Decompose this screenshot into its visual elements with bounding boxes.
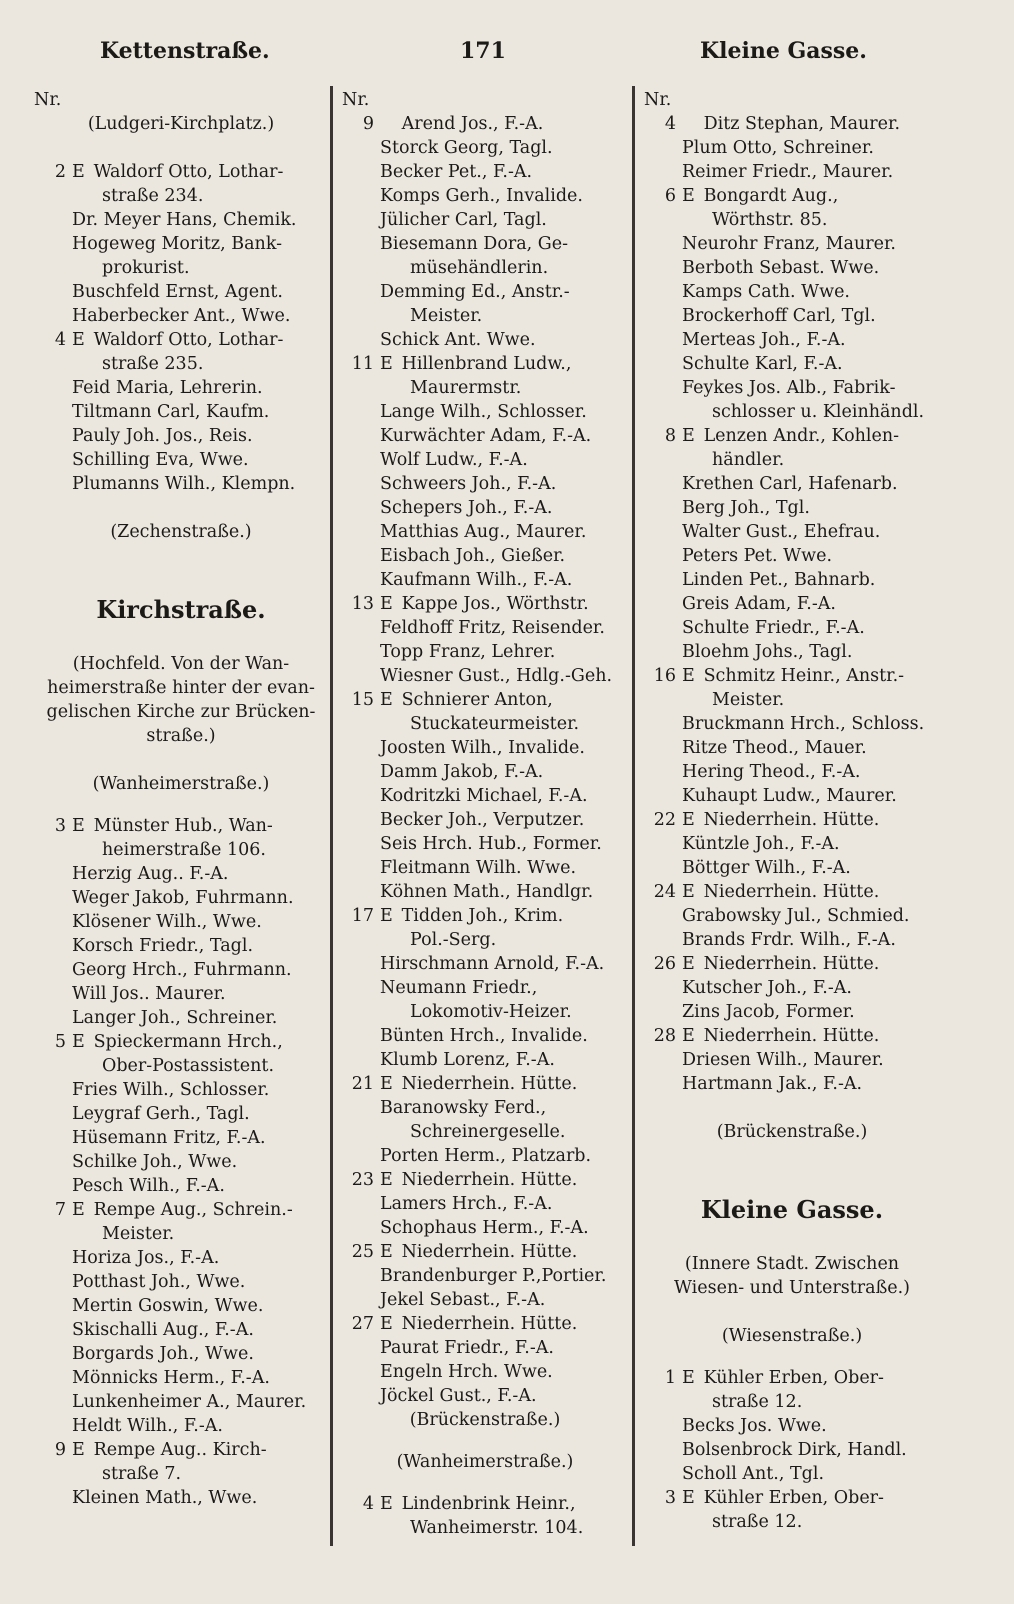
resident-entry: Demming Ed., Anstr.- (380, 282, 570, 302)
owner-flag: E (72, 330, 85, 350)
resident-name: Münster Hub., Wan- (88, 816, 273, 836)
owner-flag: E (682, 426, 695, 446)
spacer (32, 568, 330, 592)
resident-entry: Schilling Eva, Wwe. (72, 450, 249, 470)
house-number: 6 (664, 186, 676, 206)
resident-entry: Küntzle Joh., F.-A. (682, 834, 840, 854)
resident-entry: Matthias Aug., Maurer. (380, 522, 587, 542)
resident-entry: Engeln Hrch. Wwe. (380, 1362, 553, 1382)
resident-name: Niederrhein. Hütte. (698, 810, 880, 830)
entry-continuation: müsehändlerin. (410, 258, 549, 278)
house-number: 2 (54, 162, 66, 182)
resident-entry: Topp Franz, Lehrer. (380, 642, 556, 662)
resident-name: Schmitz Heinr., Anstr.- (698, 666, 905, 686)
house-entry (32, 1198, 330, 1222)
owner-flag: E (682, 1026, 695, 1046)
house-number: 24 (653, 882, 676, 902)
street-note: gelischen Kirche zur Brücken- (46, 702, 316, 722)
resident-entry: Becker Pet., F.-A. (380, 162, 533, 182)
resident-name: Lenzen Andr., Kohlen- (698, 426, 900, 446)
resident-entry: Langer Joh., Schreiner. (72, 1008, 278, 1028)
resident-entry: Feldhoff Fritz, Reisender. (380, 618, 605, 638)
resident-name: Niederrhein. Hütte. (698, 1026, 880, 1046)
entry-continuation: straße 234. (102, 186, 204, 206)
page-header (0, 30, 1014, 70)
resident-entry: Reimer Friedr., Maurer. (682, 162, 894, 182)
house-number: 4 (54, 330, 66, 350)
house-number: 27 (351, 1314, 374, 1334)
house-entry (642, 424, 942, 448)
entry-continuation: Meister. (712, 690, 785, 710)
house-entry (340, 1312, 630, 1336)
resident-name: Ditz Stephan, Maurer. (698, 114, 901, 134)
resident-entry: Hering Theod., F.-A. (682, 762, 861, 782)
resident-entry: Baranowsky Ferd., (380, 1098, 547, 1118)
house-number: 17 (351, 906, 374, 926)
owner-flag: E (682, 666, 695, 686)
resident-entry: Scholl Ant., Tgl. (682, 1464, 825, 1484)
entry-continuation: Maurermstr. (410, 378, 522, 398)
resident-entry: Damm Jakob, F.-A. (380, 762, 544, 782)
spacer (32, 496, 330, 520)
resident-name: Lindenbrink Heinr., (396, 1494, 576, 1514)
column-rule (632, 86, 635, 1546)
house-entry (642, 1024, 942, 1048)
spacer (642, 1144, 942, 1168)
resident-name: Niederrhein. Hütte. (396, 1242, 578, 1262)
resident-entry: Schulte Karl, F.-A. (682, 354, 843, 374)
owner-flag: E (380, 1494, 393, 1514)
resident-entry: Neumann Friedr., (380, 978, 538, 998)
resident-entry: Joosten Wilh., Invalide. (380, 738, 585, 758)
nr-column-label: Nr. (342, 90, 370, 110)
house-number: 8 (664, 426, 676, 446)
owner-flag: E (682, 1368, 695, 1388)
resident-entry: Storck Georg, Tagl. (380, 138, 553, 158)
resident-entry: Feykes Jos. Alb., Fabrik- (682, 378, 896, 398)
resident-entry: Kutscher Joh., F.-A. (682, 978, 852, 998)
house-number: 9 (54, 1440, 66, 1460)
owner-flag: E (682, 1488, 695, 1508)
resident-entry: Biesemann Dora, Ge- (380, 234, 569, 254)
resident-entry: Plum Otto, Schreiner. (682, 138, 874, 158)
entry-continuation: Stuckateurmeister. (410, 714, 580, 734)
spacer (32, 628, 330, 652)
resident-entry: Becker Joh., Verputzer. (380, 810, 585, 830)
resident-entry: Driesen Wilh., Maurer. (682, 1050, 884, 1070)
spacer (642, 1168, 942, 1192)
house-number: 4 (664, 114, 676, 134)
resident-entry: Krethen Carl, Hafenarb. (682, 474, 898, 494)
house-entry (340, 1240, 630, 1264)
entry-continuation: Meister. (102, 1224, 175, 1244)
resident-entry: Buschfeld Ernst, Agent. (72, 282, 283, 302)
resident-entry: Linden Pet., Bahnarb. (682, 570, 876, 590)
house-number: 23 (351, 1170, 374, 1190)
street-note: heimerstraße hinter der evan- (47, 678, 315, 698)
resident-entry: Wiesner Gust., Hdlg.-Geh. (380, 666, 613, 686)
house-entry (340, 592, 630, 616)
resident-entry: Herzig Aug.. F.-A. (72, 864, 229, 884)
house-number: 21 (351, 1074, 374, 1094)
house-entry (32, 328, 330, 352)
house-number: 4 (362, 1494, 374, 1514)
house-number: 3 (54, 816, 66, 836)
owner-flag: E (682, 954, 695, 974)
entry-continuation: straße 235. (102, 354, 204, 374)
resident-entry: Berg Joh., Tgl. (682, 498, 810, 518)
owner-flag: E (380, 594, 393, 614)
house-number: 7 (54, 1200, 66, 1220)
resident-name: Waldorf Otto, Lothar- (88, 162, 284, 182)
resident-entry: Kuhaupt Ludw., Maurer. (682, 786, 897, 806)
resident-entry: Hogeweg Moritz, Bank- (72, 234, 283, 254)
owner-flag: E (72, 1032, 85, 1052)
entry-continuation: Meister. (410, 306, 483, 326)
resident-entry: Will Jos.. Maurer. (72, 984, 226, 1004)
entry-continuation: straße 12. (712, 1512, 803, 1532)
spacer (642, 1096, 942, 1120)
house-number: 16 (653, 666, 676, 686)
resident-entry: Bloehm Johs., Tagl. (682, 642, 853, 662)
resident-entry: Feid Maria, Lehrerin. (72, 378, 263, 398)
column-2 (340, 88, 630, 1540)
street-note: Wiesen- und Unterstraße.) (673, 1278, 911, 1298)
resident-entry: Weger Jakob, Fuhrmann. (72, 888, 294, 908)
entry-continuation: heimerstraße 106. (102, 840, 266, 860)
street-note: (Hochfeld. Von der Wan- (72, 654, 290, 674)
house-entry (642, 184, 942, 208)
house-number: 11 (351, 354, 374, 374)
house-number: 13 (351, 594, 374, 614)
street-title: Kleine Gasse. (700, 1195, 884, 1224)
resident-entry: Hüsemann Fritz, F.-A. (72, 1128, 266, 1148)
house-entry (32, 1030, 330, 1054)
resident-entry: Kamps Cath. Wwe. (682, 282, 850, 302)
house-entry (340, 1168, 630, 1192)
owner-flag: E (380, 906, 393, 926)
resident-name: Schnierer Anton, (396, 690, 553, 710)
resident-entry: Brandenburger P.,Portier. (380, 1266, 607, 1286)
owner-flag: E (682, 186, 695, 206)
resident-entry: Jekel Sebast., F.-A. (380, 1290, 546, 1310)
nr-column-label: Nr. (644, 90, 672, 110)
resident-entry: Seis Hrch. Hub., Former. (380, 834, 602, 854)
house-number: 25 (351, 1242, 374, 1262)
owner-flag: E (682, 810, 695, 830)
running-head-right: Kleine Gasse. (700, 38, 867, 64)
entry-continuation: straße 12. (712, 1392, 803, 1412)
house-entry (32, 160, 330, 184)
resident-entry: Brands Frdr. Wilh., F.-A. (682, 930, 896, 950)
resident-name: Kappe Jos., Wörthstr. (396, 594, 589, 614)
resident-name: Kühler Erben, Ober- (698, 1488, 884, 1508)
resident-entry: Walter Gust., Ehefrau. (682, 522, 881, 542)
resident-entry: Grabowsky Jul., Schmied. (682, 906, 910, 926)
house-number: 15 (351, 690, 374, 710)
owner-flag: E (72, 162, 85, 182)
street-note: (Brückenstraße.) (409, 1410, 561, 1430)
house-number: 9 (362, 114, 374, 134)
entry-continuation: Lokomotiv-Heizer. (410, 1002, 572, 1022)
resident-entry: Skischalli Aug., F.-A. (72, 1320, 254, 1340)
street-note: (Wanheimerstraße.) (92, 774, 270, 794)
house-number: 3 (664, 1488, 676, 1508)
spacer (32, 136, 330, 160)
spacer (32, 796, 330, 814)
resident-entry: Bolsenbrock Dirk, Handl. (682, 1440, 907, 1460)
resident-entry: Kaufmann Wilh., F.-A. (380, 570, 573, 590)
entry-continuation: Pol.-Serg. (410, 930, 497, 950)
resident-name: Kühler Erben, Ober- (698, 1368, 884, 1388)
house-entry (340, 1492, 630, 1516)
house-number: 22 (653, 810, 676, 830)
resident-name: Niederrhein. Hütte. (698, 954, 880, 974)
resident-entry: Jöckel Gust., F.-A. (380, 1386, 537, 1406)
resident-entry: Paurat Friedr., F.-A. (380, 1338, 554, 1358)
owner-flag: E (380, 690, 393, 710)
street-note: (Ludgeri-Kirchplatz.) (87, 114, 275, 134)
house-entry (642, 880, 942, 904)
street-note: (Zechenstraße.) (110, 522, 252, 542)
resident-entry: Berboth Sebast. Wwe. (682, 258, 880, 278)
house-entry (340, 688, 630, 712)
resident-entry: Heldt Wilh., F.-A. (72, 1416, 223, 1436)
house-entry (642, 808, 942, 832)
running-head-left: Kettenstraße. (100, 38, 270, 64)
resident-entry: Ritze Theod., Mauer. (682, 738, 867, 758)
resident-name: Niederrhein. Hütte. (396, 1074, 578, 1094)
entry-continuation: Wanheimerstr. 104. (410, 1518, 584, 1538)
resident-entry: Schepers Joh., F.-A. (380, 498, 553, 518)
entry-continuation: Schreinergeselle. (410, 1122, 566, 1142)
resident-entry: Köhnen Math., Handlgr. (380, 882, 594, 902)
spacer (642, 1228, 942, 1252)
resident-entry: Zins Jacob, Former. (682, 1002, 855, 1022)
resident-entry: Kleinen Math., Wwe. (72, 1488, 258, 1508)
resident-entry: Pesch Wilh., F.-A. (72, 1176, 225, 1196)
spacer (340, 1474, 630, 1492)
house-entry (32, 1438, 330, 1462)
entry-continuation: schlosser u. Kleinhändl. (712, 402, 925, 422)
column-rule (330, 86, 333, 1546)
resident-name: Arend Jos., F.-A. (396, 114, 544, 134)
resident-entry: Neurohr Franz, Maurer. (682, 234, 896, 254)
resident-entry: Klumb Lorenz, F.-A. (380, 1050, 555, 1070)
resident-entry: Schophaus Herm., F.-A. (380, 1218, 589, 1238)
resident-entry: Fries Wilh., Schlosser. (72, 1080, 270, 1100)
resident-entry: Kurwächter Adam, F.-A. (380, 426, 592, 446)
owner-flag: E (380, 1242, 393, 1262)
resident-name: Rempe Aug.. Kirch- (88, 1440, 267, 1460)
page-number: 171 (460, 38, 506, 64)
house-entry (340, 904, 630, 928)
house-entry (642, 1486, 942, 1510)
owner-flag: E (380, 1314, 393, 1334)
owner-flag: E (72, 816, 85, 836)
house-entry (340, 112, 630, 136)
owner-flag: E (72, 1440, 85, 1460)
resident-entry: Komps Gerh., Invalide. (380, 186, 583, 206)
resident-name: Niederrhein. Hütte. (396, 1170, 578, 1190)
entry-continuation: Wörthstr. 85. (712, 210, 828, 230)
resident-entry: Horiza Jos., F.-A. (72, 1248, 220, 1268)
house-entry (642, 664, 942, 688)
resident-entry: Greis Adam, F.-A. (682, 594, 836, 614)
house-number: 28 (653, 1026, 676, 1046)
resident-entry: Dr. Meyer Hans, Chemik. (72, 210, 297, 230)
resident-entry: Merteas Joh., F.-A. (682, 330, 846, 350)
house-entry (32, 814, 330, 838)
nr-column-label: Nr. (34, 90, 62, 110)
resident-entry: Brockerhoff Carl, Tgl. (682, 306, 876, 326)
resident-entry: Lange Wilh., Schlosser. (380, 402, 587, 422)
entry-continuation: prokurist. (102, 258, 190, 278)
street-note: (Wiesenstraße.) (721, 1326, 863, 1346)
owner-flag: E (380, 354, 393, 374)
resident-entry: Bünten Hrch., Invalide. (380, 1026, 588, 1046)
spacer (32, 544, 330, 568)
house-entry (642, 952, 942, 976)
spacer (642, 1348, 942, 1366)
resident-entry: Potthast Joh., Wwe. (72, 1272, 246, 1292)
resident-name: Rempe Aug., Schrein.- (88, 1200, 293, 1220)
resident-name: Niederrhein. Hütte. (698, 882, 880, 902)
entry-continuation: händler. (712, 450, 785, 470)
resident-entry: Porten Herm., Platzarb. (380, 1146, 592, 1166)
resident-entry: Fleitmann Wilh. Wwe. (380, 858, 577, 878)
resident-entry: Schulte Friedr., F.-A. (682, 618, 865, 638)
resident-entry: Bruckmann Hrch., Schloss. (682, 714, 925, 734)
resident-entry: Peters Pet. Wwe. (682, 546, 833, 566)
resident-entry: Korsch Friedr., Tagl. (72, 936, 254, 956)
resident-entry: Wolf Ludw., F.-A. (380, 450, 528, 470)
resident-entry: Hirschmann Arnold, F.-A. (380, 954, 605, 974)
resident-entry: Mönnicks Herm., F.-A. (72, 1368, 270, 1388)
house-number: 1 (664, 1368, 676, 1388)
column-3 (642, 88, 942, 1534)
resident-entry: Lunkenheimer A., Maurer. (72, 1392, 307, 1412)
resident-entry: Leygraf Gerh., Tagl. (72, 1104, 250, 1124)
house-number: 5 (54, 1032, 66, 1052)
resident-entry: Borgards Joh., Wwe. (72, 1344, 254, 1364)
house-entry (340, 352, 630, 376)
resident-entry: Tiltmann Carl, Kaufm. (72, 402, 270, 422)
column-1 (32, 88, 330, 1510)
spacer (32, 748, 330, 772)
resident-name: Tidden Joh., Krim. (396, 906, 564, 926)
resident-entry: Klösener Wilh., Wwe. (72, 912, 262, 932)
resident-entry: Schick Ant. Wwe. (380, 330, 536, 350)
street-note: straße.) (146, 726, 216, 746)
owner-flag: E (380, 1074, 393, 1094)
resident-name: Bongardt Aug., (698, 186, 839, 206)
street-note: (Brückenstraße.) (716, 1122, 868, 1142)
street-title: Kirchstraße. (96, 595, 266, 624)
resident-entry: Böttger Wilh., F.-A. (682, 858, 851, 878)
resident-entry: Mertin Goswin, Wwe. (72, 1296, 264, 1316)
resident-name: Spieckermann Hrch., (88, 1032, 283, 1052)
spacer (340, 1432, 630, 1450)
entry-continuation: straße 7. (102, 1464, 182, 1484)
owner-flag: E (682, 882, 695, 902)
street-note: (Wanheimerstraße.) (396, 1452, 574, 1472)
spacer (642, 1300, 942, 1324)
house-number: 26 (653, 954, 676, 974)
resident-name: Niederrhein. Hütte. (396, 1314, 578, 1334)
resident-entry: Eisbach Joh., Gießer. (380, 546, 566, 566)
resident-entry: Lamers Hrch., F.-A. (380, 1194, 553, 1214)
house-entry (642, 112, 942, 136)
house-entry (340, 1072, 630, 1096)
resident-entry: Schilke Joh., Wwe. (72, 1152, 238, 1172)
resident-entry: Schweers Joh., F.-A. (380, 474, 557, 494)
house-entry (642, 1366, 942, 1390)
owner-flag: E (72, 1200, 85, 1220)
resident-entry: Georg Hrch., Fuhrmann. (72, 960, 292, 980)
resident-entry: Kodritzki Michael, F.-A. (380, 786, 588, 806)
resident-entry: Becks Jos. Wwe. (682, 1416, 827, 1436)
street-note: (Innere Stadt. Zwischen (684, 1254, 900, 1274)
resident-name: Waldorf Otto, Lothar- (88, 330, 284, 350)
owner-flag: E (380, 1170, 393, 1190)
resident-entry: Haberbecker Ant., Wwe. (72, 306, 291, 326)
resident-entry: Plumanns Wilh., Klempn. (72, 474, 296, 494)
resident-name: Hillenbrand Ludw., (396, 354, 572, 374)
resident-entry: Jülicher Carl, Tagl. (380, 210, 547, 230)
entry-continuation: Ober-Postassistent. (102, 1056, 275, 1076)
resident-entry: Pauly Joh. Jos., Reis. (72, 426, 253, 446)
resident-entry: Hartmann Jak., F.-A. (682, 1074, 863, 1094)
